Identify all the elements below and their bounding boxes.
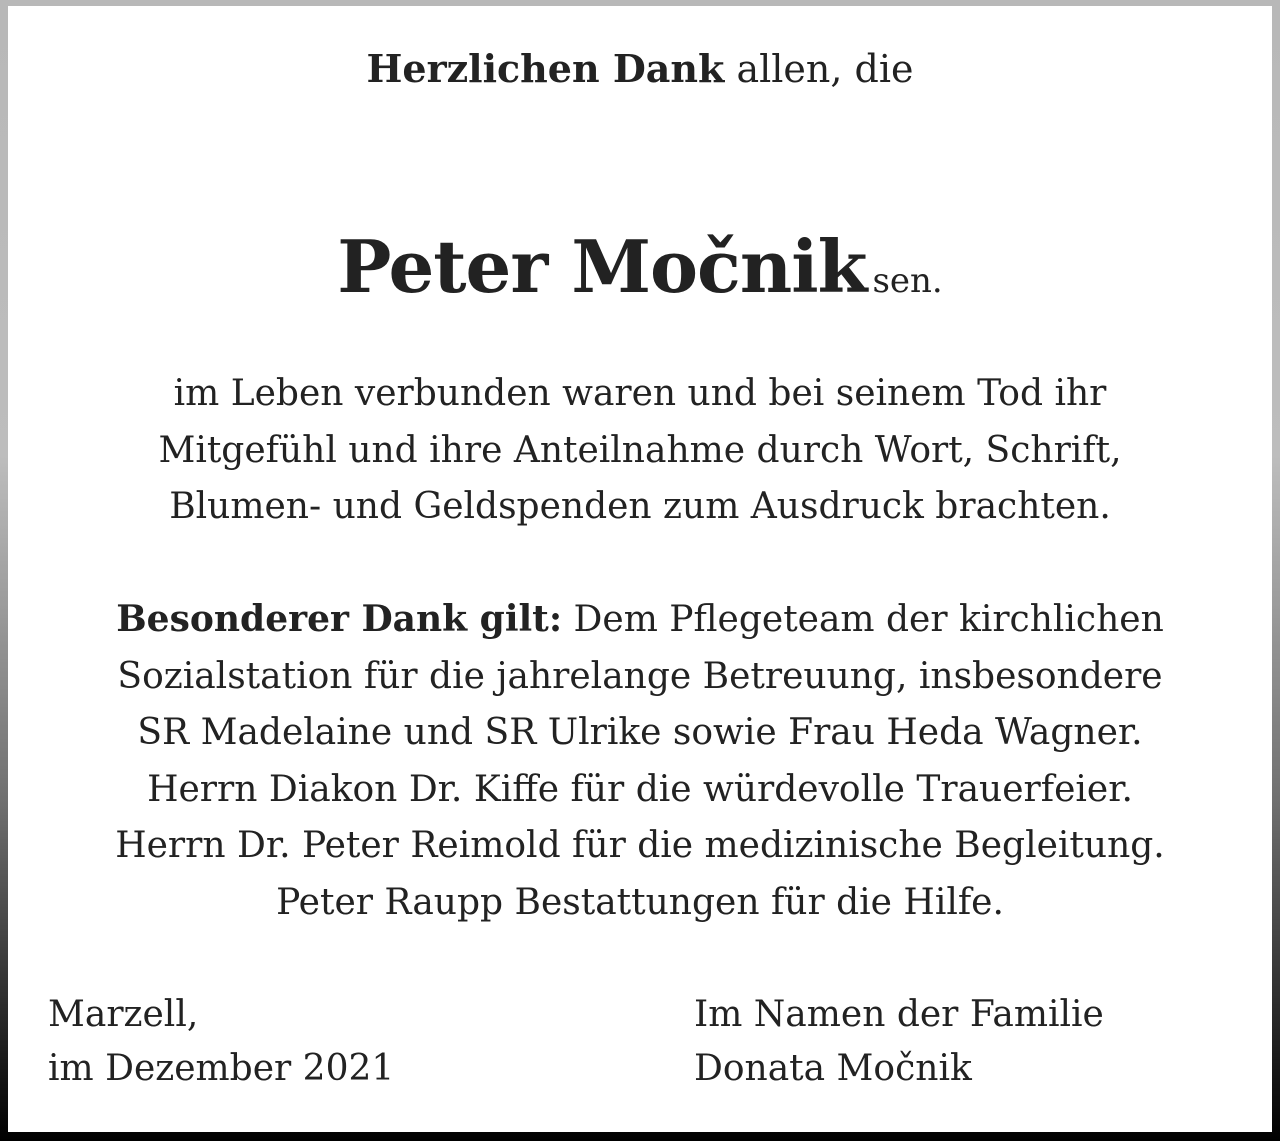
thanks-heading-bold: Herzlichen Dank (366, 46, 725, 91)
deceased-name (8, 224, 1272, 330)
thanks-paragraph-line: im Leben verbunden waren und bei seinem Tod ihr (173, 373, 1107, 414)
thanks-paragraph (8, 366, 1272, 536)
thanks-paragraph-line: Mitgefühl und ihre Anteilnahme durch Wort, Schrift, (158, 429, 1122, 471)
family-signoff (694, 988, 1104, 1096)
thanks-paragraph-line: Blumen- und Geldspenden zum Ausdruck brachten. (169, 486, 1111, 527)
special-thanks-line: Herrn Dr. Peter Reimold für die medizinische Begleitung. (115, 825, 1165, 866)
special-thanks-first-line (8, 591, 1272, 649)
special-thanks-label: Besonderer Dank gilt: (116, 598, 563, 640)
date: im Dezember 2021 (48, 1048, 395, 1089)
deceased-name-suffix: sen. (872, 261, 943, 301)
special-thanks-paragraph (8, 591, 1272, 931)
notice-panel (8, 6, 1272, 1132)
place-and-date (48, 988, 394, 1096)
thanks-heading-rest: allen, die (724, 47, 914, 91)
special-thanks-line: Sozialstation für die jahrelange Betreuung, insbesondere (117, 655, 1163, 697)
special-thanks-line: SR Madelaine und SR Ulrike sowie Frau Heda Wagner. (137, 712, 1143, 753)
deceased-name-main: Peter Močnik (337, 224, 867, 309)
signer: Donata Močnik (694, 1048, 972, 1089)
special-thanks-line: Herrn Diakon Dr. Kiffe für die würdevolle Trauerfeier. (147, 768, 1133, 810)
special-thanks-line: Peter Raupp Bestattungen für die Hilfe. (276, 881, 1004, 923)
thanks-heading (8, 46, 1272, 92)
place: Marzell, (48, 994, 199, 1035)
signoff: Im Namen der Familie (694, 994, 1104, 1035)
special-thanks-first-rest: Dem Pflegeteam der kirchlichen (562, 599, 1164, 640)
